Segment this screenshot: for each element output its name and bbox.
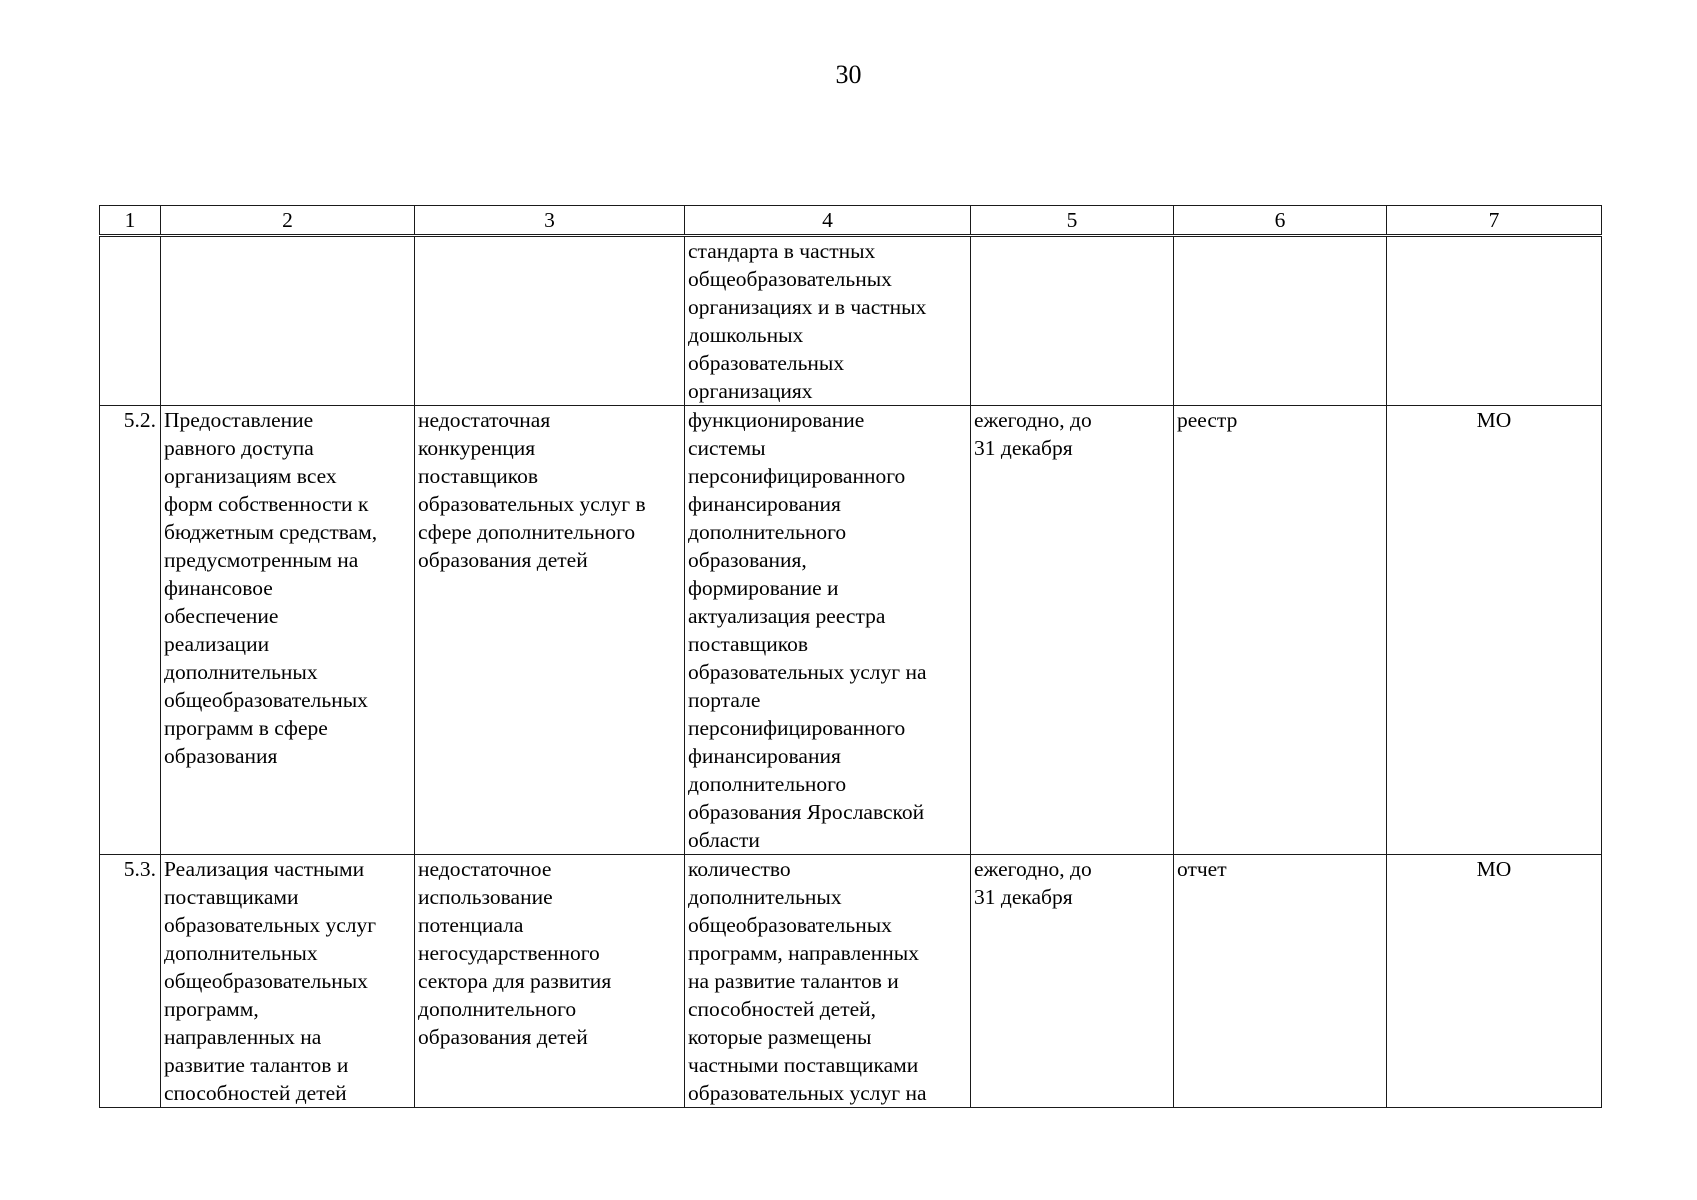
row-number-cell: 5.2.: [100, 406, 161, 855]
column-number-row: [100, 206, 1602, 236]
table-row-continuation: [100, 236, 1602, 406]
measure-cell: Предоставление равного доступа организациям всех форм собственности к бюджетным средствам, предусмотренным на финансовое обеспечение реализации дополнительных общеобразовательных программ в сфере образования: [161, 406, 415, 855]
indicator-cell: функционирование системы персонифицированного финансирования дополнительного образования, формирование и актуализация реестра поставщиков образовательных услуг на портале персонифицированного финансирования дополнительного образования Ярославской области: [685, 406, 971, 855]
plan-table: [99, 205, 1602, 1108]
column-number-header: 6: [1174, 206, 1387, 236]
document-cell: реестр: [1174, 406, 1387, 855]
indicator-cell: количество дополнительных общеобразовательных программ, направленных на развитие талантов и способностей детей, которые размещены частными поставщиками образовательных услуг на: [685, 855, 971, 1108]
document-cell: отчет: [1174, 855, 1387, 1108]
deadline-cell: ежегодно, до 31 декабря: [971, 855, 1174, 1108]
executor-cell: [1387, 236, 1602, 406]
problem-cell: недостаточное использование потенциала негосударственного сектора для развития дополнительного образования детей: [415, 855, 685, 1108]
measure-cell: Реализация частными поставщиками образовательных услуг дополнительных общеобразовательных программ, направленных на развитие талантов и способностей детей: [161, 855, 415, 1108]
problem-cell: [415, 236, 685, 406]
column-number-header: 3: [415, 206, 685, 236]
measure-cell: [161, 236, 415, 406]
page-number: 30: [835, 60, 862, 89]
executor-cell: МО: [1387, 406, 1602, 855]
deadline-cell: ежегодно, до 31 декабря: [971, 406, 1174, 855]
column-number-header: 5: [971, 206, 1174, 236]
column-number-header: 2: [161, 206, 415, 236]
deadline-cell: [971, 236, 1174, 406]
document-cell: [1174, 236, 1387, 406]
column-number-header: 7: [1387, 206, 1602, 236]
row-number-cell: 5.3.: [100, 855, 161, 1108]
problem-cell: недостаточная конкуренция поставщиков образовательных услуг в сфере дополнительного образования детей: [415, 406, 685, 855]
executor-cell: МО: [1387, 855, 1602, 1108]
row-number-cell: [100, 236, 161, 406]
column-number-header: 1: [100, 206, 161, 236]
table-row-5-2: [100, 406, 1602, 855]
table-row-5-3: [100, 855, 1602, 1108]
indicator-cell: стандарта в частных общеобразовательных организациях и в частных дошкольных образовательных организациях: [685, 236, 971, 406]
column-number-header: 4: [685, 206, 971, 236]
